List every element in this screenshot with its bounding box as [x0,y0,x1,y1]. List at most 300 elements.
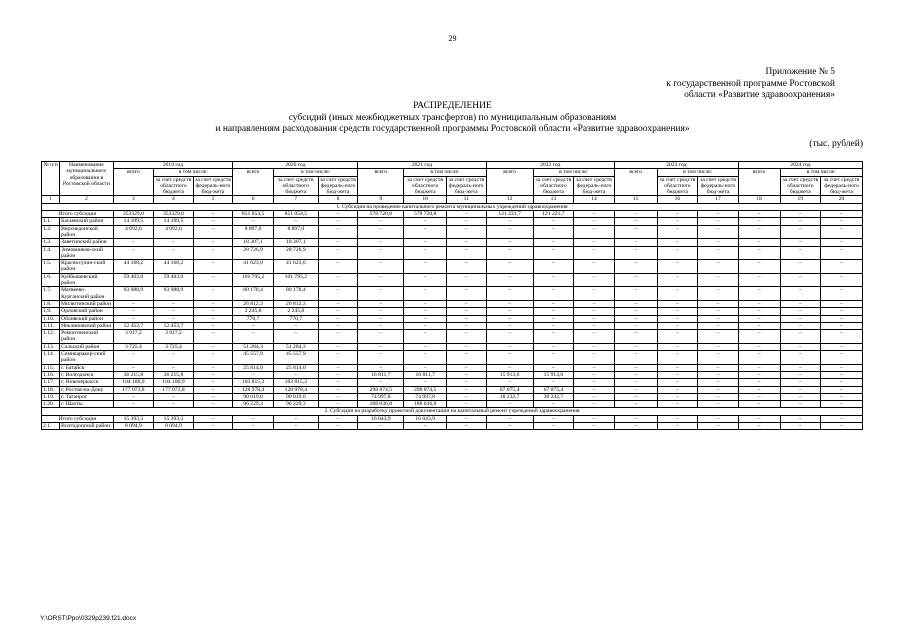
cell-value: – [738,239,780,246]
cell-value: – [193,225,233,239]
cell-value: – [447,379,487,386]
cell-value: – [358,322,404,329]
cell-value: – [404,351,447,365]
cell-value: – [193,322,233,329]
cell-value: – [486,364,533,371]
cell-value: – [738,260,780,274]
cell-value: 770,7 [233,315,274,322]
file-path-footer: Y:\ORST\Ppo\0329p239.f21.docx [40,615,137,622]
cell-value: – [318,315,358,322]
cell-value: – [193,330,233,344]
total-label: Итого субсидия [42,415,114,422]
municipality-name: Куйбышевский район [60,273,113,287]
cell-value: – [113,308,154,315]
cell-value: – [404,379,447,386]
cell-value: 14 109,5 [154,218,194,225]
cell-value: – [780,287,821,301]
cell-value: – [657,401,698,408]
cell-value: – [318,300,358,307]
table-row [42,422,863,429]
cell-value: – [780,260,821,274]
cell-value: – [318,260,358,274]
cell-value: – [193,364,233,371]
cell-value: – [447,273,487,287]
cell-value: – [821,330,863,344]
cell-value: – [447,225,487,239]
cell-value: – [193,239,233,246]
table-row [42,273,863,287]
municipality-name: Багаевский район [60,218,113,225]
row-number: 1.11. [42,322,60,329]
row-number: 1.10. [42,315,60,322]
header-total: всего [113,169,154,196]
cell-value: – [533,330,574,344]
cell-value: – [358,351,404,365]
cell-value: – [154,393,194,400]
section-title-row [42,408,863,415]
cell-value: – [614,371,657,378]
cell-value: – [193,315,233,322]
municipality-name: г. Батайск [60,364,113,371]
total-value: – [780,415,821,422]
cell-value: – [113,351,154,365]
cell-value: 8 897,0 [273,225,318,239]
cell-value: – [533,422,574,429]
cell-value: – [447,308,487,315]
cell-value: 38 232,7 [486,393,533,400]
cell-value: – [233,371,274,378]
cell-value: – [574,322,615,329]
total-value: – [614,415,657,422]
cell-value: – [780,401,821,408]
cell-value: – [486,308,533,315]
cell-value: – [614,315,657,322]
cell-value: – [533,308,574,315]
cell-value: 67 075,4 [533,386,574,393]
cell-value: – [193,300,233,307]
cell-value: – [780,393,821,400]
cell-value: 36 215,8 [113,371,154,378]
total-label: Итого субсидия [42,211,114,218]
cell-value: – [533,287,574,301]
appendix-line-2: к государственной программе Ростовской [666,78,835,89]
row-number: 1.14. [42,351,60,365]
cell-value: – [486,239,533,246]
cell-value: – [738,364,780,371]
cell-value: 80 178,4 [273,287,318,301]
header-num: № п/п [42,162,60,196]
cell-value: – [486,287,533,301]
row-number: 2.1. [42,422,60,429]
cell-value: – [698,351,739,365]
cell-value: 41 623,0 [273,260,318,274]
cell-value: – [113,393,154,400]
table-row [42,371,863,378]
cell-value: – [486,401,533,408]
cell-value: – [447,371,487,378]
cell-value: – [358,300,404,307]
cell-value: – [404,239,447,246]
cell-value: – [657,308,698,315]
cell-value: – [614,422,657,429]
cell-value: 4 092,6 [113,225,154,239]
table-row [42,315,863,322]
cell-value: – [358,364,404,371]
cell-value: 93 988,9 [113,287,154,301]
cell-value: – [486,315,533,322]
cell-value: – [698,393,739,400]
cell-value: – [738,322,780,329]
cell-value: 188 036,8 [404,401,447,408]
total-value: 851 054,5 [233,211,274,218]
row-number: 1.19. [42,393,60,400]
cell-value: 74 997,8 [358,393,404,400]
cell-value: – [154,364,194,371]
header-year: 2021 год [358,162,486,169]
cell-value: – [318,330,358,344]
cell-value: – [574,401,615,408]
cell-value: – [486,300,533,307]
cell-value: 25 814,0 [233,364,274,371]
cell-value: – [657,330,698,344]
cell-value: 51 284,3 [273,343,318,350]
cell-value: – [780,308,821,315]
cell-value: – [614,273,657,287]
total-value: – [614,211,657,218]
column-number: 4 [154,196,194,203]
cell-value: – [780,379,821,386]
cell-value: – [821,300,863,307]
column-number: 9 [358,196,404,203]
cell-value: – [821,218,863,225]
cell-value: – [358,273,404,287]
cell-value: – [574,239,615,246]
cell-value: – [574,246,615,260]
table-header [42,162,863,204]
column-number-row [42,196,863,203]
appendix-line-1: Приложение № 5 [765,67,835,77]
cell-value: 28 726,9 [273,246,318,260]
cell-value: – [698,315,739,322]
row-number: 1.6. [42,273,60,287]
cell-value: – [698,379,739,386]
cell-value: – [193,218,233,225]
cell-value: – [657,225,698,239]
header-incl: в том числе: [780,169,863,176]
cell-value: – [738,379,780,386]
cell-value: – [821,364,863,371]
cell-value: – [738,351,780,365]
cell-value: – [404,315,447,322]
header-incl: в том числе: [154,169,233,176]
cell-value: – [486,246,533,260]
cell-value: 128 978,4 [233,386,274,393]
cell-value: – [698,246,739,260]
cell-value: – [614,308,657,315]
total-value: – [447,415,487,422]
cell-value: – [447,422,487,429]
distribution-table [41,161,863,430]
cell-value: 298 874,5 [358,386,404,393]
total-value: – [447,211,487,218]
cell-value: – [614,239,657,246]
municipality-name: г. Шахты [60,401,113,408]
cell-value: – [358,239,404,246]
municipality-name: Зимовников-ский район [60,246,113,260]
cell-value: – [273,330,318,344]
total-value: – [821,211,863,218]
cell-value: – [358,315,404,322]
cell-value: – [273,322,318,329]
cell-value: – [358,287,404,301]
cell-value: – [404,287,447,301]
cell-value: – [193,287,233,301]
cell-value: – [113,246,154,260]
cell-value: – [404,300,447,307]
document-title [0,101,905,136]
table-body [42,203,863,430]
table-row [42,322,863,329]
cell-value: – [614,351,657,365]
cell-value: – [698,300,739,307]
cell-value: – [698,218,739,225]
cell-value: – [113,401,154,408]
cell-value: – [780,239,821,246]
cell-value: 101 795,2 [273,273,318,287]
cell-value: – [193,386,233,393]
cell-value: 74 997,8 [404,393,447,400]
cell-value: 12 453,7 [113,322,154,329]
cell-value: 44 168,2 [113,260,154,274]
header-year: 2019 год [113,162,233,169]
cell-value: – [821,225,863,239]
total-value: 16 043,9 [404,415,447,422]
cell-value: – [533,379,574,386]
cell-value: 51 284,3 [233,343,274,350]
cell-value: 16 811,7 [358,371,404,378]
cell-value: – [533,246,574,260]
cell-value: – [780,371,821,378]
table-row [42,351,863,365]
cell-value: – [154,315,194,322]
header-regional: за счет средств областного бюджета [273,176,318,196]
cell-value: – [780,364,821,371]
row-number: 1.5. [42,260,60,274]
cell-value: – [533,239,574,246]
municipality-name: Милютинский район [61,300,112,307]
cell-value: – [780,315,821,322]
municipality-name: Обливский район [60,315,113,322]
column-number: 18 [738,196,780,203]
cell-value: – [533,225,574,239]
cell-value: – [614,393,657,400]
total-value: 16 043,9 [358,415,404,422]
cell-value: 18 307,1 [273,239,318,246]
cell-value: – [738,218,780,225]
column-number: 5 [193,196,233,203]
cell-value: 15 913,6 [533,371,574,378]
cell-value: – [486,218,533,225]
cell-value: – [821,343,863,350]
total-value: – [738,415,780,422]
cell-value: 36 215,8 [154,371,194,378]
column-number: 16 [657,196,698,203]
total-value: – [574,415,615,422]
cell-value: 3 725,4 [154,343,194,350]
column-number: 12 [486,196,533,203]
cell-value: – [780,273,821,287]
cell-value: – [657,287,698,301]
cell-value: – [193,273,233,287]
total-row [42,211,863,218]
cell-value: – [318,225,358,239]
cell-value: – [404,225,447,239]
table-row [42,308,863,315]
cell-value: – [318,364,358,371]
cell-value: – [486,322,533,329]
cell-value: – [614,260,657,274]
cell-value: – [614,300,657,307]
cell-value: – [113,239,154,246]
row-number: 1.13. [42,343,60,350]
cell-value: – [318,343,358,350]
cell-value: – [486,330,533,344]
cell-value: – [273,422,318,429]
row-number: 1.20. [42,401,60,408]
cell-value: 8 897,0 [233,225,274,239]
cell-value: – [614,330,657,344]
cell-value: – [657,218,698,225]
cell-value: – [358,225,404,239]
total-value: – [233,415,274,422]
cell-value: – [318,308,358,315]
cell-value: – [614,225,657,239]
cell-value: – [404,246,447,260]
cell-value: – [614,287,657,301]
cell-value: – [821,315,863,322]
cell-value: – [574,330,615,344]
cell-value: – [780,225,821,239]
cell-value: – [574,364,615,371]
cell-value: – [193,351,233,365]
header-year: 2024 год [738,162,862,169]
header-year: 2022 год [486,162,614,169]
municipality-name: Семикаракор-ский район [60,351,113,365]
row-number: 1.12. [42,330,60,344]
cell-value: – [404,343,447,350]
cell-value: – [318,351,358,365]
table-row [42,393,863,400]
cell-value: – [738,273,780,287]
header-name: Наименование муниципального образования в Ростовской области [60,162,113,196]
total-value: – [574,211,615,218]
cell-value: – [657,273,698,287]
cell-value: – [821,239,863,246]
cell-value: – [404,260,447,274]
cell-value: – [614,364,657,371]
table-row [42,225,863,239]
cell-value: – [780,422,821,429]
cell-value: 38 232,7 [533,393,574,400]
cell-value: – [821,287,863,301]
cell-value: – [780,246,821,260]
cell-value: 44 168,2 [154,260,194,274]
cell-value: – [780,386,821,393]
cell-value: – [657,386,698,393]
cell-value: 12 453,7 [154,322,194,329]
column-number: 7 [273,196,318,203]
cell-value: – [447,322,487,329]
cell-value: 90 019,0 [273,393,318,400]
total-value: – [318,211,358,218]
cell-value: – [447,386,487,393]
cell-value: – [404,218,447,225]
cell-value: – [698,273,739,287]
cell-value: – [698,371,739,378]
total-value: 578 720,8 [358,211,404,218]
cell-value: – [574,351,615,365]
cell-value: – [447,330,487,344]
cell-value: – [780,322,821,329]
row-number: 1.18. [42,386,60,393]
cell-value: – [614,246,657,260]
cell-value: – [233,218,274,225]
cell-value: – [154,246,194,260]
cell-value: – [698,225,739,239]
municipality-name: Заветинский район [60,239,113,246]
table-row [42,343,863,350]
cell-value: – [657,300,698,307]
cell-value: 80 178,4 [233,287,274,301]
cell-value: – [404,422,447,429]
cell-value: 93 988,9 [154,287,194,301]
cell-value: – [113,364,154,371]
section-title-row [42,203,863,210]
cell-value: – [574,343,615,350]
cell-value: – [738,225,780,239]
cell-value: – [486,273,533,287]
cell-value: 26 812,3 [273,300,318,307]
cell-value: – [780,330,821,344]
table-row [42,401,863,408]
total-row [42,415,863,422]
page-number: 29 [448,34,457,43]
total-value: 578 720,8 [404,211,447,218]
table-row [42,386,863,393]
section-title: 1. Субсидия на проведение капитального ремонта муниципальных учреждений здравоохранения [42,203,863,210]
cell-value: – [738,330,780,344]
cell-value: – [358,246,404,260]
municipality-name: Матвеево-Курганский район [60,287,113,301]
cell-value: – [657,393,698,400]
header-federal: за счет средств федераль-ного бюд-жета [320,176,356,196]
municipality-name: г. Ростов-на-Дону [60,386,113,393]
cell-value: – [821,386,863,393]
cell-value: – [780,343,821,350]
municipality-name: г. Таганрог [60,393,113,400]
cell-value: 90 019,0 [233,393,274,400]
cell-value: 128 978,4 [273,386,318,393]
cell-value: – [358,218,404,225]
cell-value: 8 094,9 [154,422,194,429]
cell-value: – [657,260,698,274]
total-value: – [533,415,574,422]
cell-value: 96 229,3 [273,401,318,408]
cell-value: 59 403,0 [154,273,194,287]
total-value: – [698,415,739,422]
cell-value: – [154,351,194,365]
cell-value: – [698,364,739,371]
